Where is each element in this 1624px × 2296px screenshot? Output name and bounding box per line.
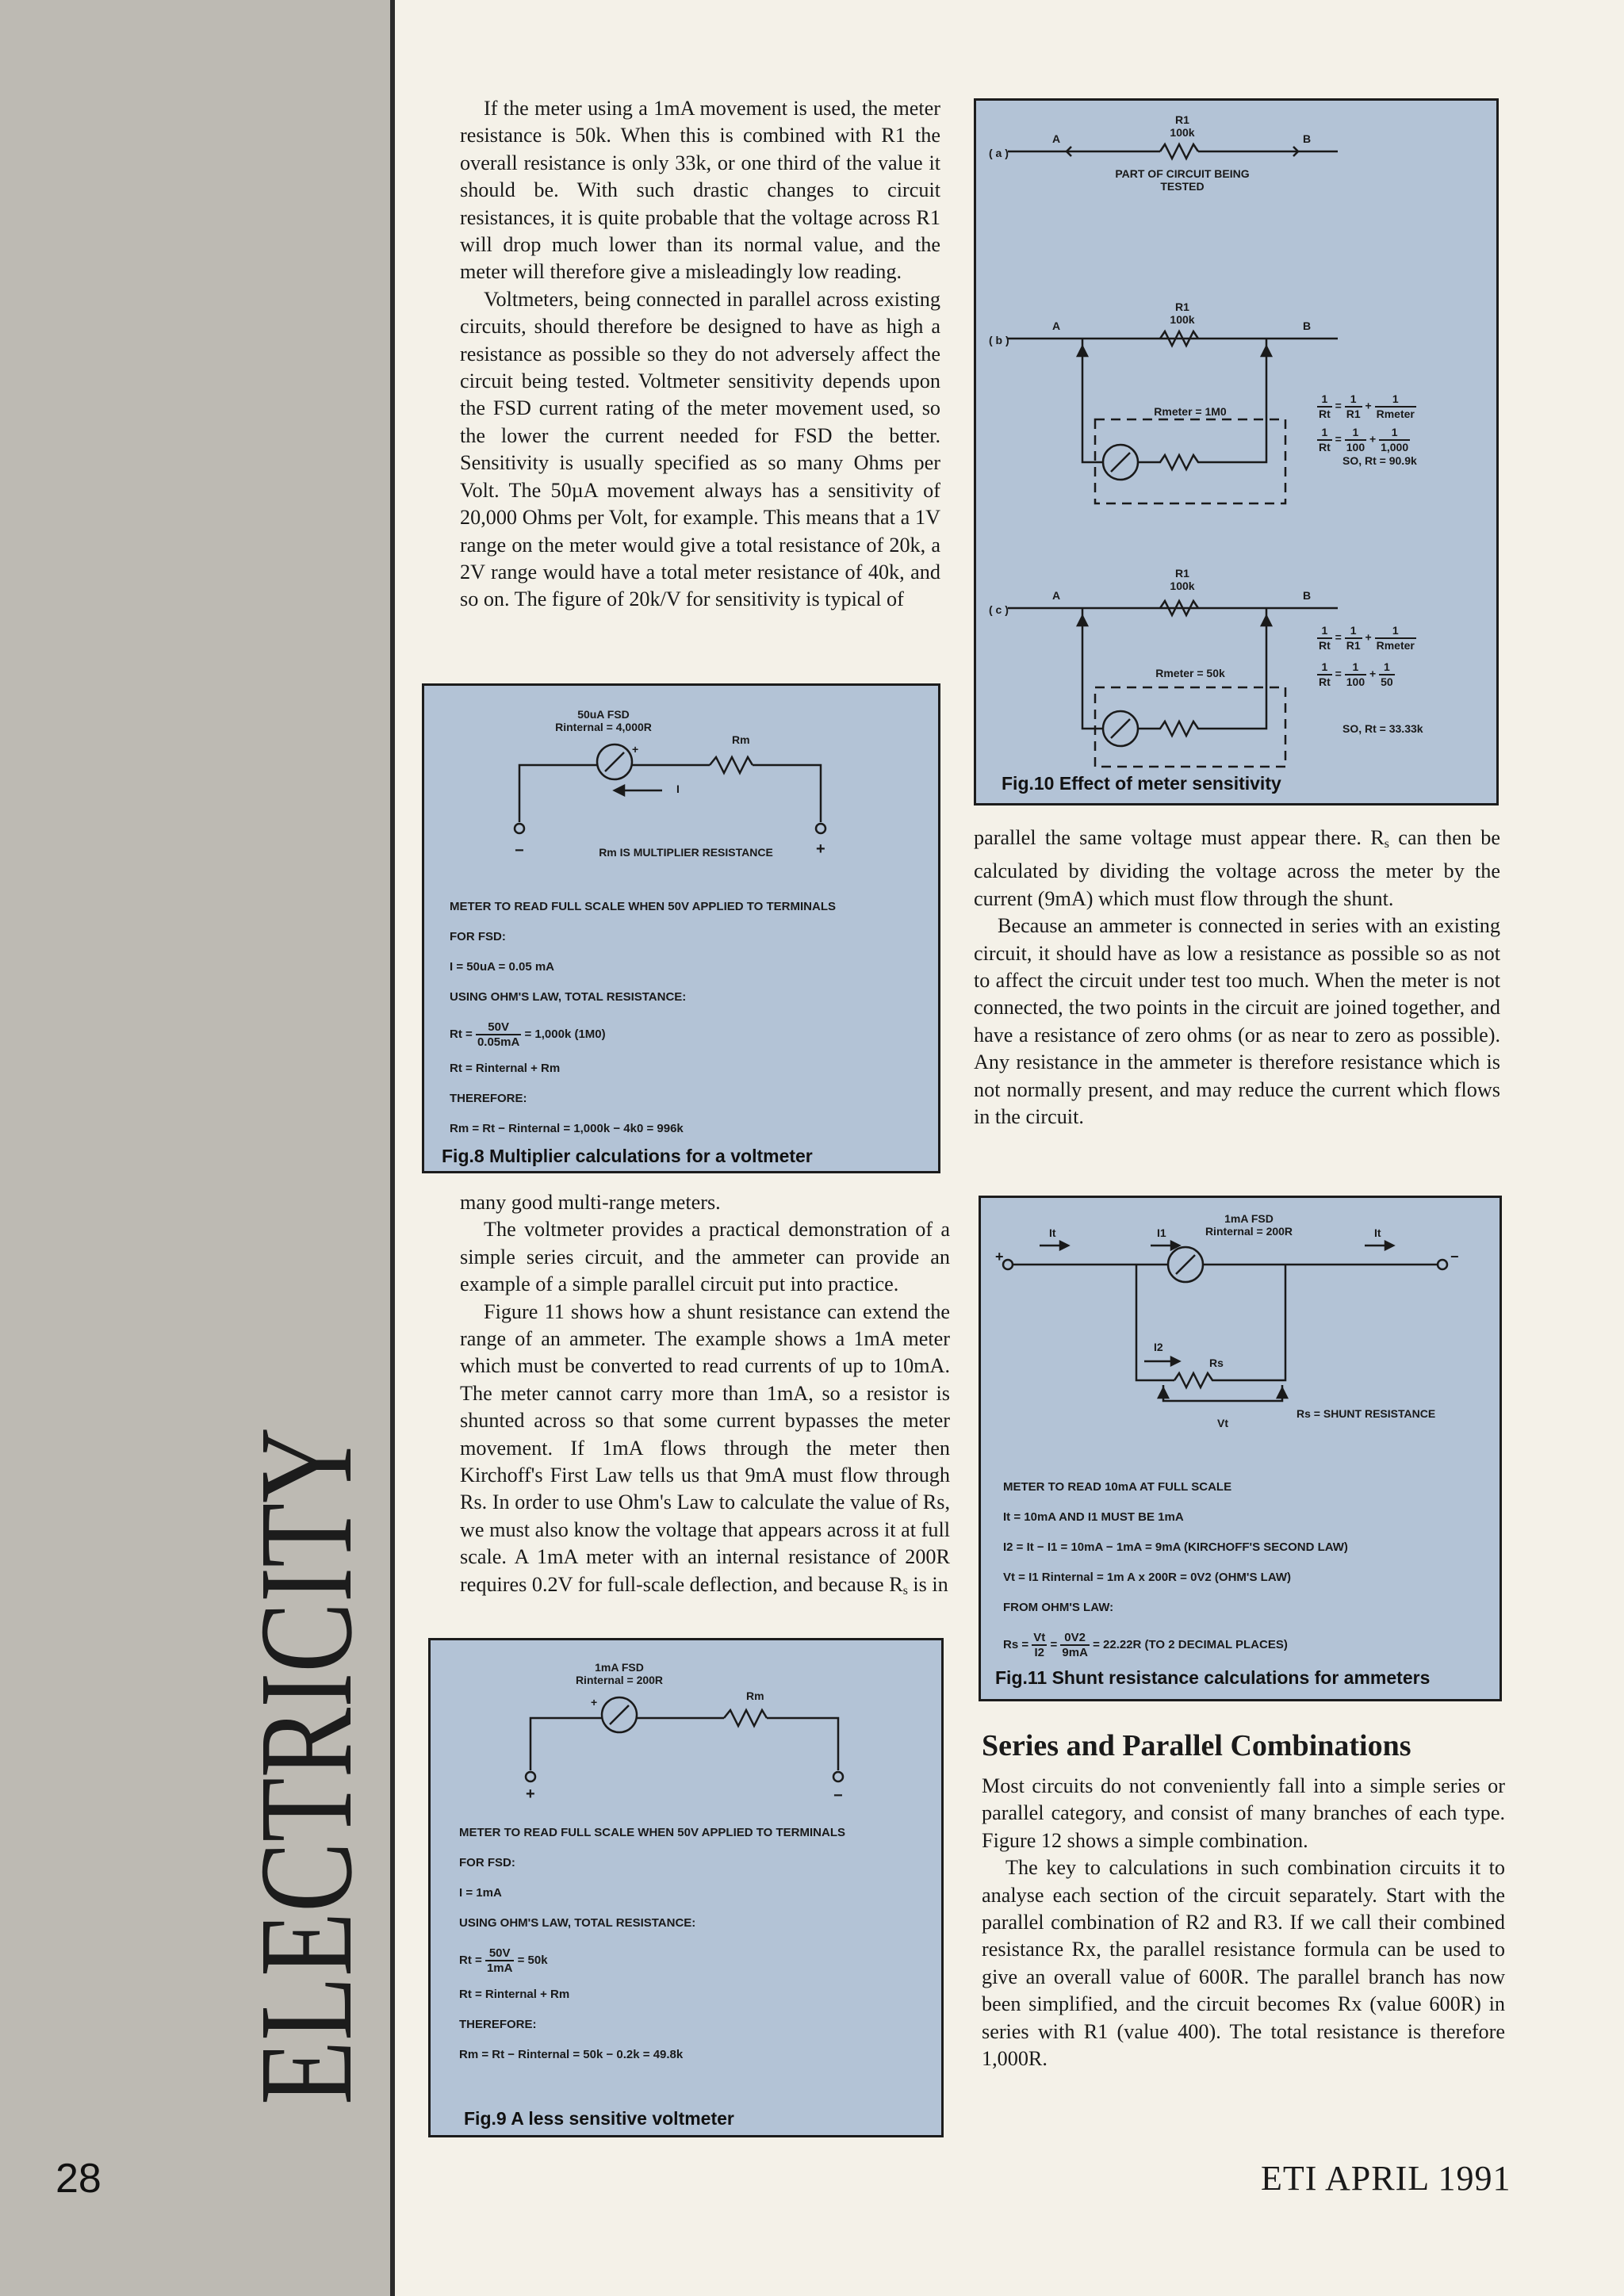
calc-line: Rt = $\frac{50V}{1mA}$ = 50k [459,1946,548,1975]
calc-line: METER TO READ FULL SCALE WHEN 50V APPLIED TO TERMINALS [459,1826,845,1839]
figure-11-calculations [1003,1480,1348,1670]
eq2-b: $\frac{1}{Rt}$ = $\frac{1}{100}$ + $\frac{1}{1,000}$ [1319,426,1409,453]
i2-label: I2 [1154,1341,1163,1353]
sidebar-title [232,1246,380,2109]
calc-line: USING OHM'S LAW, TOTAL RESISTANCE: [450,990,687,1004]
meter-plus-label: + [632,743,639,756]
figure-10-circuits [976,101,1501,808]
eq1-c: $\frac{1}{Rt}$ = $\frac{1}{R1}$ + $\frac{1}{\text{Rmeter}}$ [1319,624,1415,652]
so-c: SO, Rt = 33.33k [1342,722,1423,735]
meter-plus-label: + [591,1696,598,1709]
minus-terminal: − [515,842,524,859]
rm-label: Rm [732,733,750,746]
paragraph: Voltmeters, being connected in parallel across existing circuits, should therefore be designed to have as high a resistance as possible so they do not adversely affect the circuit being tested. Voltmeter sensitivity depends upon the FSD current rating of the meter movement used, so the lower the current needed for FSD the better. Sensitivity is usually specified as so many Ohms per Volt. The 50µA movement always has a sensitivity of 20,000 Ohms per Volt, for example. This means that a 1V range on the meter would give a total resistance of 20k, a 2V range would have a total meter resistance of 40k, and so on. The figure of 20k/V for sensitivity is typical of [460,287,940,611]
calc-line: Rs = $\frac{Vt}{I2}$ = $\frac{0V2}{9mA}$ = 22.22R (TO 2 DECIMAL PLACES) [1003,1631,1288,1659]
sidebar-divider [390,0,395,2296]
paragraph: The voltmeter provides a practical demonstration of a simple series circuit, and the ammeter can provide an example of a simple parallel circuit put into practice. [460,1218,950,1296]
r1-value: 100k [1170,580,1195,592]
paragraph: If the meter using a 1mA movement is used, the meter resistance is 50k. When this is combined with R1 the overall resistance is only 33k, or one third of the value it should be. With such drastic changes to circuit resistances, it is quite probable that the voltage across R1 will drop much lower than its normal value, and the meter will therefore give a misleadingly low reading. [460,97,940,284]
meter-internal-label: Rinternal = 4,000R [555,721,652,733]
figure-9-caption: Fig.9 A less sensitive voltmeter [464,2108,734,2129]
calc-line: FOR FSD: [450,930,506,943]
it-right-label: It [1374,1226,1381,1239]
multiplier-note: Rm IS MULTIPLIER RESISTANCE [599,846,773,859]
r1-label: R1 [1175,300,1189,313]
part-of-circuit-note: PART OF CIRCUIT BEING TESTED [1115,167,1250,193]
eq2-c: $\frac{1}{Rt}$ = $\frac{1}{100}$ + $\frac{1}{50}$ [1319,660,1393,688]
section-heading: Series and Parallel Combinations [982,1729,1411,1762]
figure-11 [979,1196,1502,1701]
tag-c: ( c ) [989,603,1009,616]
calc-line: I = 50uA = 0.05 mA [450,960,555,974]
node-a: A [1052,589,1061,602]
sidebar-title-text: ELECTRICITY [232,1246,380,2105]
r1-value: 100k [1170,313,1195,326]
node-b: B [1303,589,1312,602]
node-a: A [1052,320,1061,332]
figure-8-calculations [450,900,836,1152]
calc-line: Rm = Rt − Rinternal = 1,000k − 4k0 = 996k [450,1122,684,1135]
r1-label: R1 [1175,567,1189,580]
node-a: A [1052,132,1061,145]
meter-fsd-label: 50uA FSD [577,708,630,721]
paragraph: Most circuits do not conveniently fall into a simple series or parallel category, and consist of many branches of each type. Figure 12 shows a simple combination. [982,1774,1505,1852]
paragraph: Figure 11 shows how a shunt resistance can extend the range of an ammeter. The example shows a 1mA meter which must be converted to read currents of up to 10mA. The meter cannot carry more than 1mA, so a resistor is shunted across so that some current bypasses the meter movement. If 1mA flows through the meter then Kirchoff's First Law tells us that 9mA must flow through Rs. In order to use Ohm's Law to calculate the value of Rs, we must also know the voltage that appears across it at full scale. A 1mA meter with an internal resistance of 200R requires 0.2V for full-scale deflection, and because $R_s$ is in [460,1299,950,1598]
figure-11-caption: Fig.11 Shunt resistance calculations for ammeters [995,1667,1431,1688]
calc-line: Vt = I1 Rinternal = 1m A x 200R = 0V2 (OHM'S LAW) [1003,1571,1291,1584]
figure-10 [974,98,1499,806]
column-1-bottom-text [460,1189,950,1605]
i1-label: I1 [1157,1226,1166,1239]
calc-line: METER TO READ 10mA AT FULL SCALE [1003,1480,1232,1494]
paragraph: many good multi-range meters. [460,1191,721,1214]
calc-line: Rm = Rt − Rinternal = 50k − 0.2k = 49.8k [459,2048,684,2061]
calc-line: I2 = It − I1 = 10mA − 1mA = 9mA (KIRCHOFF'S SECOND LAW) [1003,1540,1348,1554]
figure-9-calculations [459,1826,845,2078]
minus-terminal: − [833,1787,843,1804]
figure-9 [428,1638,944,2137]
figure-8-caption: Fig.8 Multiplier calculations for a voltmeter [442,1146,813,1166]
figure-10-caption: Fig.10 Effect of meter sensitivity [1002,773,1281,794]
rmeter-label: Rmeter = 1M0 [1154,405,1227,418]
meter-internal-label: Rinternal = 200R [575,1674,664,1686]
current-label: I [676,783,680,795]
calc-line: Rt = Rinternal + Rm [450,1062,561,1075]
r1-value: 100k [1170,126,1195,139]
calc-line: Rt = $\frac{50V}{0.05mA}$ = 1,000k (1M0) [450,1020,606,1049]
figure-8 [422,683,940,1173]
page-number: 28 [56,2156,102,2202]
node-b: B [1303,132,1312,145]
calc-line: I = 1mA [459,1886,502,1900]
meter-fsd-label: 1mA FSD [595,1661,644,1674]
paragraph: parallel the same voltage must appear there. $R_s$ can then be calculated by dividing the voltage across the meter by the current (9mA) which must flow through the shunt. [974,826,1500,910]
paragraph: Because an ammeter is connected in series with an existing circuit, it should have as low a resistance as possible so as not to affect the circuit under test too much. When the meter is not connected, the two points in the circuit are joined together, and have a resistance of zero ohms (or as near to zero as possible). Any resistance in the ammeter is therefore resistance which is not normally present, and may reduce the current which flows in the circuit. [974,914,1500,1129]
calc-line: FOR FSD: [459,1856,515,1869]
plus-terminal: + [995,1249,1004,1265]
calc-line: It = 10mA AND I1 MUST BE 1mA [1003,1510,1184,1524]
calc-line: Rt = Rinternal + Rm [459,1988,570,2001]
r1-label: R1 [1175,113,1189,126]
meter-internal-label: Rinternal = 200R [1205,1225,1293,1238]
tag-b: ( b ) [989,334,1009,346]
issue-footer: ETI APRIL 1991 [1261,2159,1511,2198]
column-2-bottom-text [982,1773,1505,2072]
eq1-b: $\frac{1}{Rt}$ = $\frac{1}{R1}$ + $\frac{1}{\text{Rmeter}}$ [1319,392,1415,420]
so-b: SO, Rt = 90.9k [1342,454,1417,467]
column-1-top-text [460,95,940,614]
plus-terminal: + [816,840,825,858]
calc-line: METER TO READ FULL SCALE WHEN 50V APPLIED TO TERMINALS [450,900,836,913]
column-2-top-text [974,825,1500,1131]
paragraph: The key to calculations in such combination circuits it to analyse each section of the circuit separately. Start with the parallel combination of R2 and R3. If we call their combined resistance Rx, the parallel resistance formula can be used to give an overall value of 600R. The parallel branch has now been simplified, and the circuit becomes Rx (value 600R) in series with R1 (value 400). The total resistance is therefore 1,000R. [982,1856,1505,2071]
vt-label: Vt [1217,1417,1228,1429]
calc-line: USING OHM'S LAW, TOTAL RESISTANCE: [459,1916,696,1930]
shunt-note: Rs = SHUNT RESISTANCE [1297,1407,1436,1420]
tag-a: ( a ) [989,147,1009,159]
plus-terminal: + [526,1785,535,1803]
meter-fsd-label: 1mA FSD [1224,1212,1274,1225]
minus-terminal: − [1450,1249,1459,1265]
calc-line: THEREFORE: [459,2018,537,2031]
calc-line: FROM OHM'S LAW: [1003,1601,1114,1614]
node-b: B [1303,320,1312,332]
rmeter-label: Rmeter = 50k [1155,667,1225,679]
rm-label: Rm [746,1689,764,1702]
it-left-label: It [1049,1226,1056,1239]
calc-line: THEREFORE: [450,1092,527,1105]
rs-label: Rs [1209,1357,1224,1369]
